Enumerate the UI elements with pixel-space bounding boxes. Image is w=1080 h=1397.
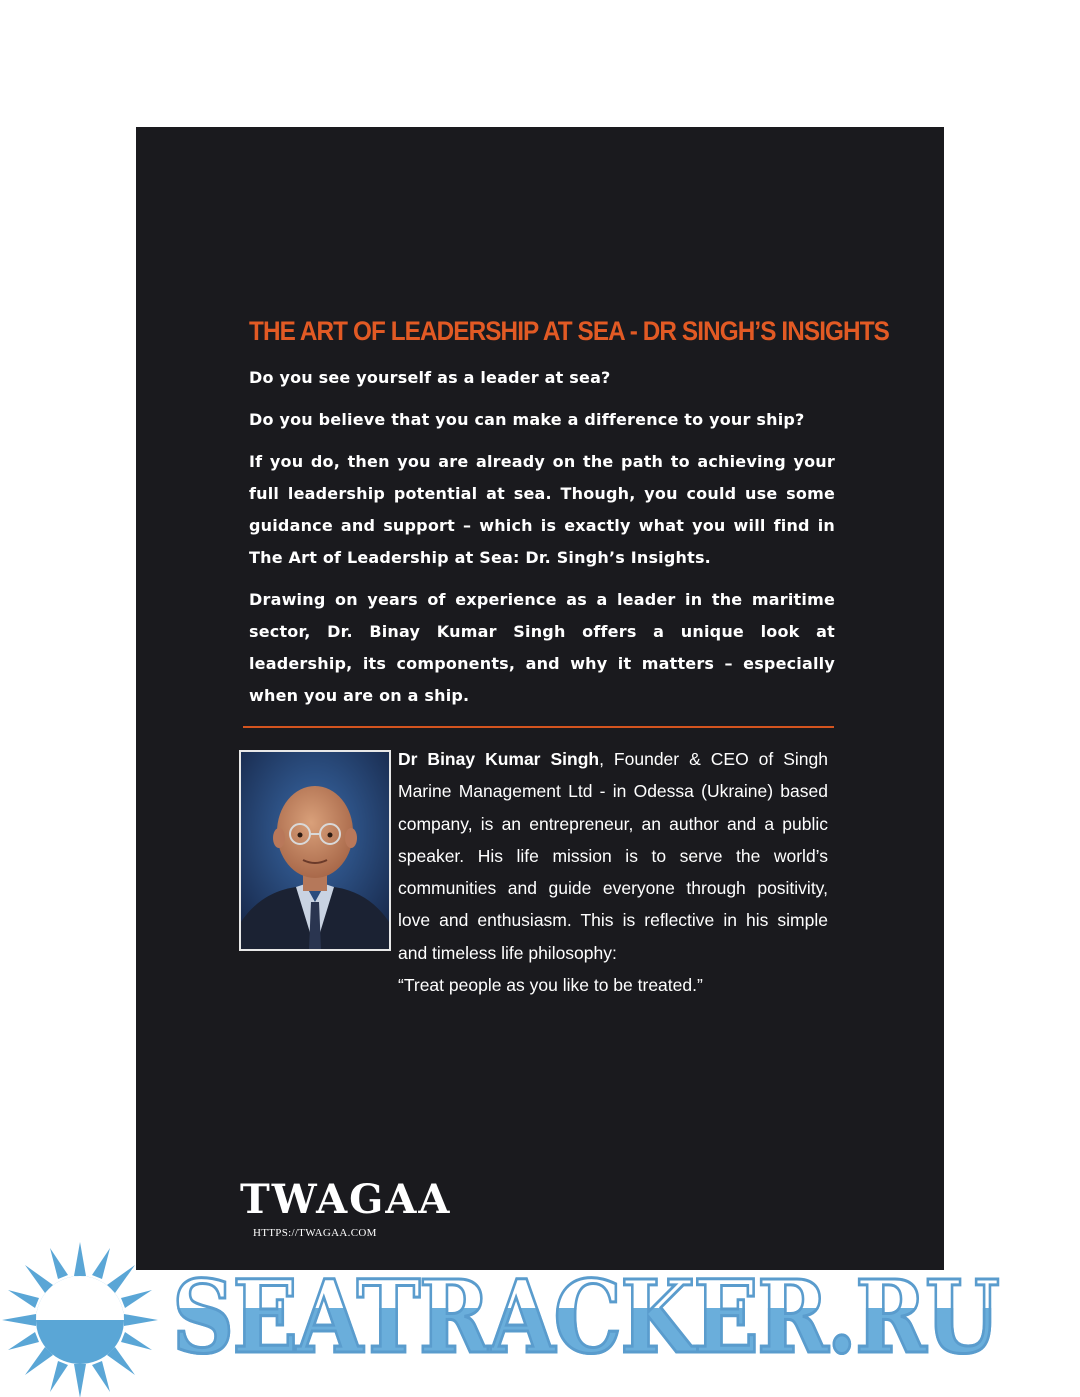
book-title: THE ART OF LEADERSHIP AT SEA - DR SINGH’S INSIGHTS: [249, 316, 889, 346]
blurb-paragraph: Do you believe that you can make a difference to your ship?: [249, 410, 805, 429]
blurb-paragraph: Drawing on years of experience as a leader in the maritime sector, Dr. Binay Kumar Singh offers a unique look at leadership, its components, and why it matters – especially when you are on a ship.: [249, 590, 835, 705]
author-quote: “Treat people as you like to be treated.”: [398, 975, 703, 996]
author-portrait: [239, 750, 391, 951]
author-portrait-image: [241, 752, 389, 949]
author-bio: [398, 743, 828, 1001]
publisher-url: HTTPS://TWAGAA.COM: [253, 1227, 377, 1239]
blurb-paragraph: Do you see yourself as a leader at sea?: [249, 368, 611, 387]
watermark-text: SEATRACKER.RU: [172, 1258, 999, 1376]
blurb-text: [249, 362, 835, 722]
author-name: Dr Binay Kumar Singh: [398, 749, 600, 769]
divider-line: [243, 726, 834, 728]
author-bio-text: , Founder & CEO of Singh Marine Management Ltd - in Odessa (Ukraine) based company, is an entrepreneur, an author and a public speaker. His life mission is to serve the world’s communities and guide everyone through positivity, love and enthusiasm. This is reflective in his simple and timeless life philosophy:: [398, 749, 828, 963]
publisher-logo: TWAGAA: [240, 1176, 452, 1223]
blurb-paragraph: If you do, then you are already on the path to achieving your full leadership potential at sea. Though, you could use some guidance and support – which is exactly what you will find in The Art of Leadership at Sea: Dr. Singh’s Insights.: [249, 452, 835, 567]
